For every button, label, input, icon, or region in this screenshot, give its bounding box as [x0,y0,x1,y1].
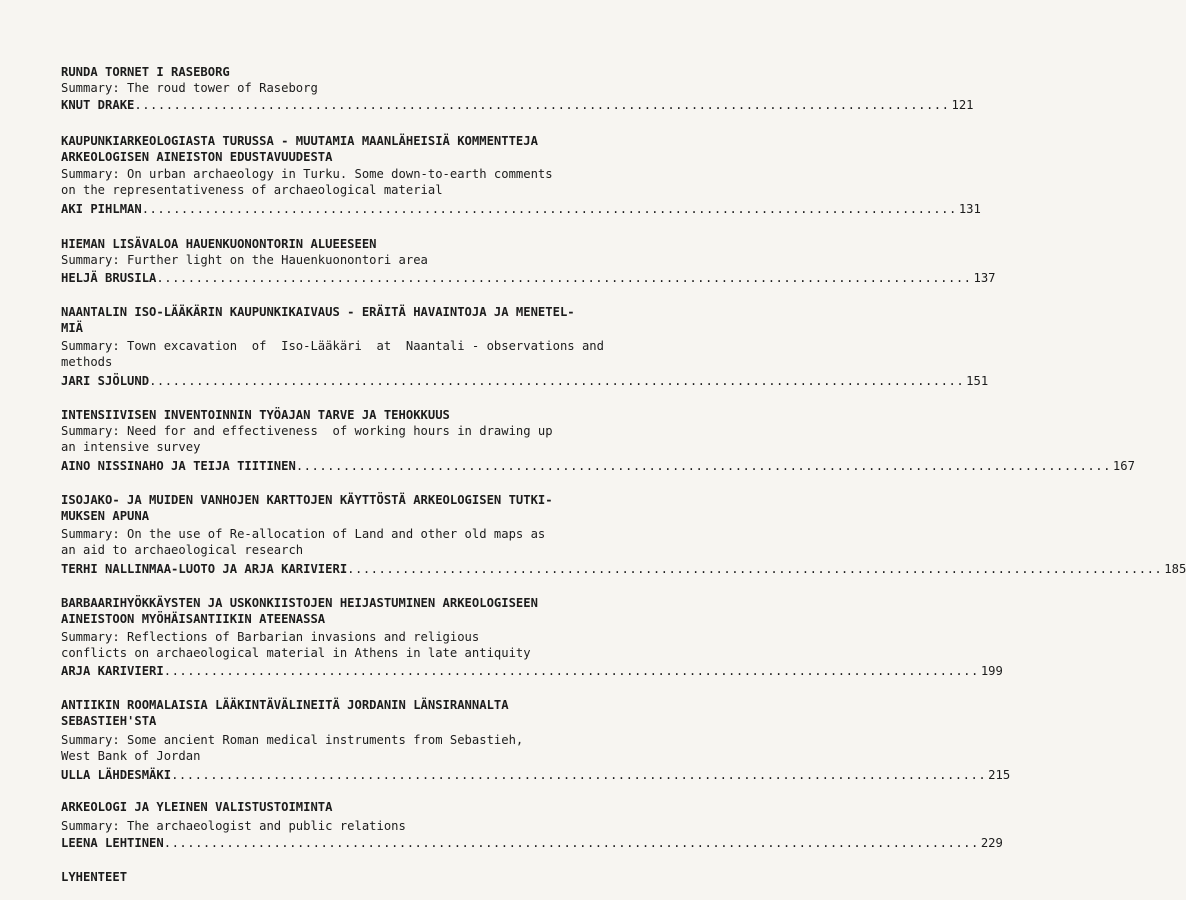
dot-leader: ........................................................................................................ [347,562,1163,576]
entry-author: LEENA LEHTINEN [61,836,164,850]
entry-author-line [61,270,996,286]
entry-author: HELJÄ BRUSILA [61,271,157,285]
entry-title: KAUPUNKIARKEOLOGIASTA TURUSSA - MUUTAMIA MAANLÄHEISIÄ KOMMENTTEJA [61,134,538,148]
entry-author: TERHI NALLINMAA-LUOTO JA ARJA KARIVIERI [61,562,348,576]
entry-summary: Summary: The archaeologist and public relations [61,819,406,833]
entry-author-line [61,561,1186,577]
entry-page-number: 199 [980,664,1003,678]
entry-author-line [61,663,1003,679]
entry-author: AKI PIHLMAN [61,202,142,216]
entry-title: ARKEOLOGI JA YLEINEN VALISTUSTOIMINTA [61,800,333,814]
entry-title: MUKSEN APUNA [61,509,150,523]
entry-summary: on the representativeness of archaeological material [61,183,443,197]
entry-page-number: 229 [980,836,1003,850]
abbreviations-heading: LYHENTEET [61,870,128,884]
entry-page-number: 185 [1164,562,1186,576]
entry-page-number: 167 [1112,459,1135,473]
dot-leader: ........................................................................................................ [171,768,987,782]
dot-leader: ........................................................................................................ [156,271,972,285]
entry-author: ULLA LÄHDESMÄKI [61,768,172,782]
entry-author-line [61,97,974,113]
entry-author-line [61,458,1135,474]
entry-summary: Summary: On urban archaeology in Turku. Some down-to-earth comments [61,167,553,181]
entry-title: SEBASTIEH'STA [61,714,157,728]
dot-leader: ........................................................................................................ [163,664,979,678]
dot-leader: ........................................................................................................ [141,202,957,216]
entry-page-number: 131 [958,202,981,216]
entry-page-number: 151 [966,374,989,388]
entry-title: MIÄ [61,321,84,335]
entry-author: AINO NISSINAHO JA TEIJA TIITINEN [61,459,296,473]
entry-title: ARKEOLOGISEN AINEISTON EDUSTAVUUDESTA [61,150,333,164]
entry-summary: conflicts on archaeological material in Athens in late antiquity [61,646,531,660]
entry-author-line [61,835,1003,851]
entry-summary: Summary: The roud tower of Raseborg [61,81,318,95]
entry-title: RUNDA TORNET I RASEBORG [61,65,230,79]
entry-summary: Summary: On the use of Re-allocation of Land and other old maps as [61,527,546,541]
entry-author: KNUT DRAKE [61,98,135,112]
entry-summary: Summary: Some ancient Roman medical instruments from Sebastieh, [61,733,524,747]
dot-leader: ........................................................................................................ [295,459,1111,473]
entry-summary: an aid to archaeological research [61,543,304,557]
entry-author-line [61,201,981,217]
entry-title: ISOJAKO- JA MUIDEN VANHOJEN KARTTOJEN KÄYTTÖSTÄ ARKEOLOGISEN TUTKI- [61,493,553,507]
entry-summary: methods [61,355,113,369]
entry-title: HIEMAN LISÄVALOA HAUENKUONONTORIN ALUEESEEN [61,237,377,251]
dot-leader: ........................................................................................................ [149,374,965,388]
entry-summary: Summary: Further light on the Hauenkuonontori area [61,253,428,267]
entry-author: JARI SJÖLUND [61,374,150,388]
entry-summary: an intensive survey [61,440,201,454]
entry-summary: Summary: Town excavation of Iso-Lääkäri at Naantali - observations and [61,339,604,353]
dot-leader: ........................................................................................................ [163,836,979,850]
entry-author-line [61,767,1011,783]
entry-author: ARJA KARIVIERI [61,664,164,678]
entry-summary: Summary: Reflections of Barbarian invasions and religious [61,630,480,644]
entry-title: ANTIIKIN ROOMALAISIA LÄÄKINTÄVÄLINEITÄ JORDANIN LÄNSIRANNALTA [61,698,509,712]
dot-leader: ........................................................................................................ [134,98,950,112]
entry-title: BARBAARIHYÖKKÄYSTEN JA USKONKIISTOJEN HEIJASTUMINEN ARKEOLOGISEEN [61,596,538,610]
entry-title: NAANTALIN ISO-LÄÄKÄRIN KAUPUNKIKAIVAUS - ERÄITÄ HAVAINTOJA JA MENETEL- [61,305,575,319]
entry-title: INTENSIIVISEN INVENTOINNIN TYÖAJAN TARVE JA TEHOKKUUS [61,408,450,422]
entry-page-number: 137 [973,271,996,285]
entry-author-line [61,373,989,389]
entry-summary: Summary: Need for and effectiveness of working hours in drawing up [61,424,553,438]
entry-page-number: 121 [951,98,974,112]
entry-title: AINEISTOON MYÖHÄISANTIIKIN ATEENASSA [61,612,326,626]
entry-summary: West Bank of Jordan [61,749,201,763]
entry-page-number: 215 [988,768,1011,782]
